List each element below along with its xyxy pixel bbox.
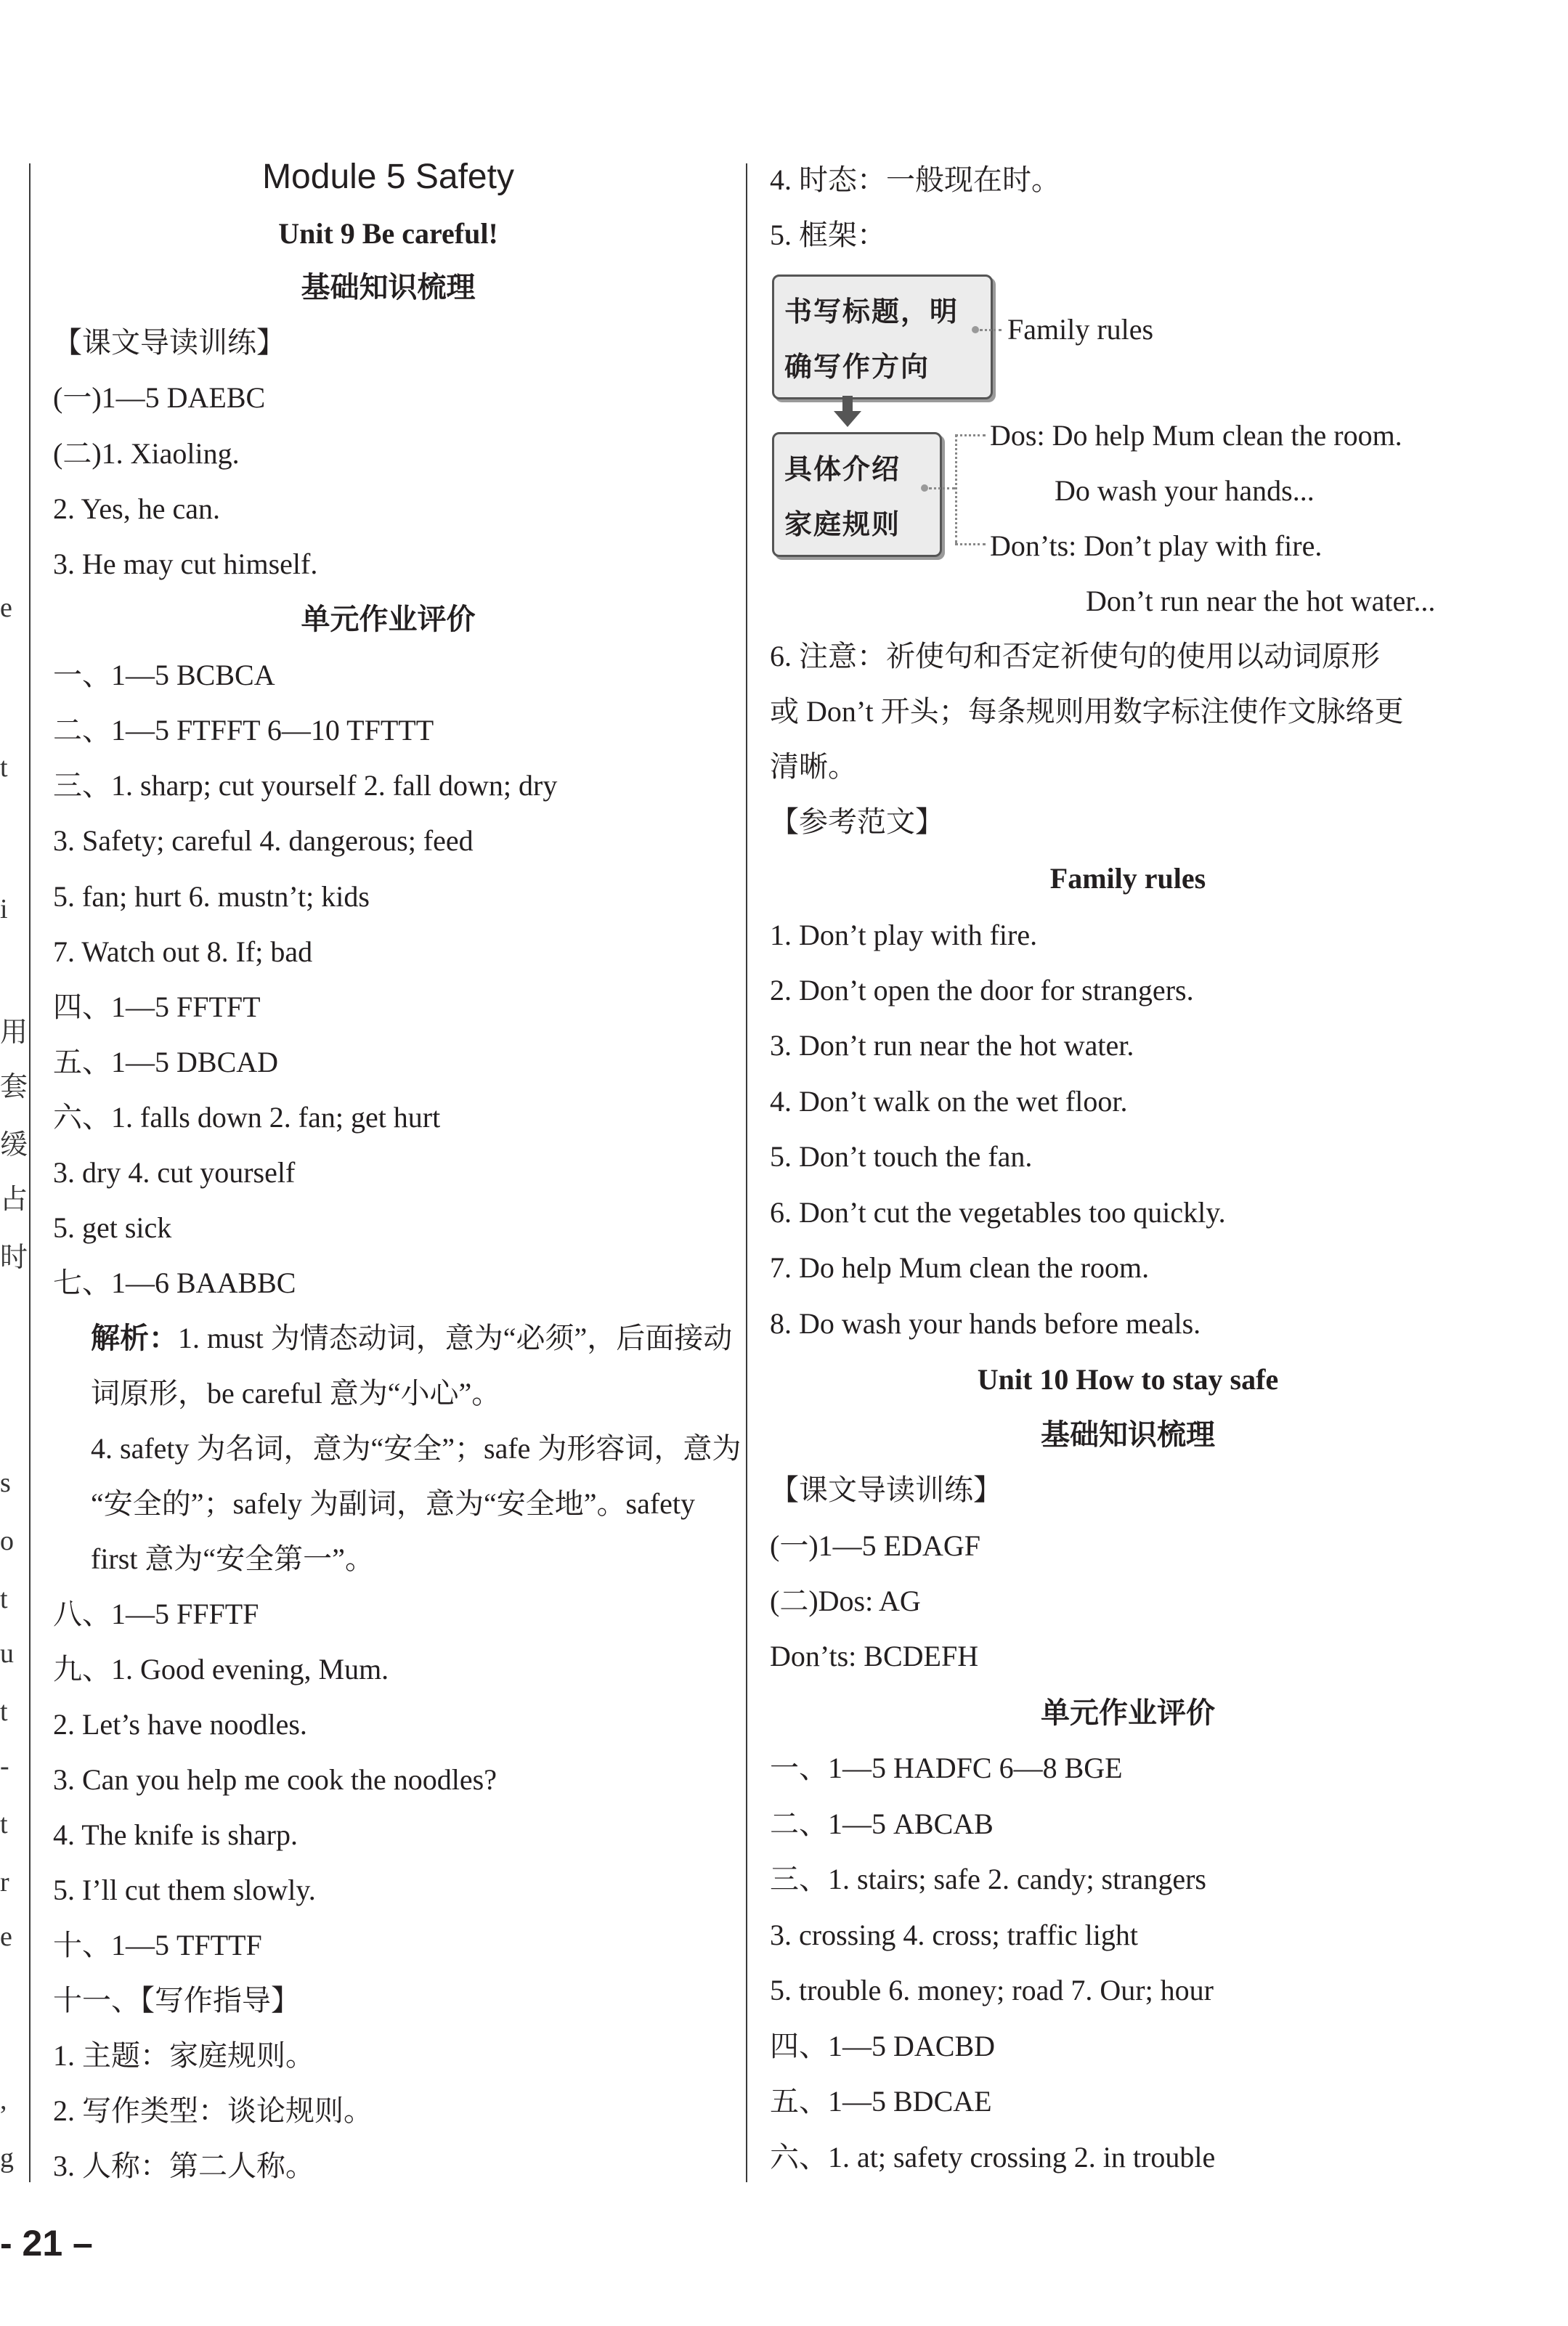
- answer-line: 清晰。: [770, 750, 857, 783]
- dos-line: Dos: Do help Mum clean the room.: [990, 419, 1402, 452]
- answer-line: 五、1—5 BDCAE: [770, 2085, 992, 2118]
- edge-fragment: e: [0, 1922, 12, 1952]
- answer-line: 三、1. stairs; safe 2. candy; strangers: [770, 1863, 1206, 1895]
- edge-fragment: 缓: [0, 1130, 28, 1160]
- module-title: Module 5 Safety: [262, 158, 514, 196]
- edge-fragment: -: [0, 1751, 9, 1781]
- framework-label: Family rules: [1007, 313, 1154, 346]
- section-label: 【课文导读训练】: [770, 1473, 1002, 1506]
- edge-fragment: t: [0, 1696, 8, 1727]
- essay-line: 6. Don’t cut the vegetables too quickly.: [770, 1196, 1226, 1229]
- answer-line: 2. Let’s have noodles.: [53, 1708, 307, 1741]
- section-title: 基础知识梳理: [301, 271, 476, 304]
- answer-line: 6. 注意：祈使句和否定祈使句的使用以动词原形: [770, 640, 1380, 672]
- bracket-line: [955, 434, 986, 436]
- answer-line: (二)1. Xiaoling.: [53, 437, 240, 470]
- analysis-line: [91, 1324, 732, 1353]
- answer-line: 或 Don’t 开头；每条规则用数字标注使作文脉络更: [770, 695, 1404, 728]
- answer-line: 四、1—5 FFTFT: [53, 991, 261, 1023]
- unit-title: Unit 9 Be careful!: [278, 217, 498, 250]
- answer-line: 三、1. sharp; cut yourself 2. fall down; dry: [53, 769, 558, 802]
- answer-line: 九、1. Good evening, Mum.: [53, 1653, 389, 1685]
- section-label: 【课文导读训练】: [53, 326, 285, 359]
- answer-line: 3. He may cut himself.: [53, 548, 318, 580]
- answer-line: 2. 写作类型：谈论规则。: [53, 2094, 373, 2127]
- section-label: 【参考范文】: [770, 805, 944, 838]
- column-divider: [746, 163, 747, 2182]
- dos-line: Do wash your hands...: [1055, 474, 1315, 507]
- box-text: 确写作方向: [784, 351, 930, 383]
- left-margin-rule: [29, 163, 31, 2182]
- edge-fragment: t: [0, 1584, 8, 1614]
- connector-dot: [972, 326, 979, 333]
- unit-title: Unit 10 How to stay safe: [977, 1363, 1279, 1396]
- answer-line: 3. 人称：第二人称。: [53, 2150, 314, 2182]
- answer-line: 5. trouble 6. money; road 7. Our; hour: [770, 1974, 1214, 2006]
- analysis-line: first 意为“安全第一”。: [91, 1542, 374, 1575]
- analysis-text: 1. must 为情态动词，意为“必须”，后面接动: [178, 1322, 733, 1354]
- essay-line: 5. Don’t touch the fan.: [770, 1140, 1033, 1173]
- bracket-line: [955, 434, 957, 543]
- answer-line: 5. get sick: [53, 1211, 172, 1244]
- edge-fragment: 占: [0, 1184, 28, 1215]
- edge-fragment: ,: [0, 2085, 7, 2115]
- answer-line: 4. The knife is sharp.: [53, 1818, 298, 1851]
- edge-fragment: 时: [0, 1243, 28, 1273]
- essay-line: 2. Don’t open the door for strangers.: [770, 974, 1194, 1007]
- edge-fragment: 套: [0, 1072, 28, 1102]
- answer-line: 一、1—5 HADFC 6—8 BGE: [770, 1752, 1123, 1784]
- essay-line: 4. Don’t walk on the wet floor.: [770, 1085, 1128, 1118]
- edge-fragment: u: [0, 1638, 14, 1669]
- answer-line: 一、1—5 BCBCA: [53, 659, 275, 691]
- analysis-line: 4. safety 为名词，意为“安全”；safe 为形容词，意为: [91, 1432, 742, 1465]
- answer-line: (一)1—5 EDAGF: [770, 1529, 980, 1562]
- donts-line: Don’ts: Don’t play with fire.: [990, 529, 1323, 562]
- edge-fragment: t: [0, 1809, 8, 1839]
- analysis-line: 词原形，be careful 意为“小心”。: [91, 1377, 501, 1410]
- analysis-line: “安全的”；safely 为副词，意为“安全地”。safety: [91, 1487, 696, 1520]
- answer-line: 3. dry 4. cut yourself: [53, 1156, 296, 1189]
- section-title: 基础知识梳理: [1041, 1418, 1215, 1452]
- answer-line: 六、1. falls down 2. fan; get hurt: [53, 1101, 441, 1134]
- edge-fragment: e: [0, 593, 12, 623]
- answer-line: (一)1—5 DAEBC: [53, 381, 266, 414]
- framework-box-rules: [772, 432, 942, 557]
- edge-fragment: i: [0, 894, 8, 924]
- page-number: - 21 –: [0, 2223, 93, 2264]
- answer-line: 3. Can you help me cook the noodles?: [53, 1763, 497, 1796]
- box-text: 具体介绍: [784, 453, 901, 485]
- connector-dot: [921, 484, 928, 492]
- edge-fragment: s: [0, 1468, 11, 1498]
- section-title: 单元作业评价: [301, 603, 476, 636]
- edge-fragment: t: [0, 752, 8, 783]
- section-title: 单元作业评价: [1041, 1696, 1215, 1730]
- down-arrow-icon: [842, 396, 853, 412]
- answer-line: 3. Safety; careful 4. dangerous; feed: [53, 824, 474, 857]
- bracket-line: [955, 543, 986, 545]
- donts-line: Don’t run near the hot water...: [1086, 585, 1436, 617]
- answer-line: 十、1—5 TFTTF: [53, 1929, 262, 1961]
- answer-line: Don’ts: BCDEFH: [770, 1640, 979, 1672]
- box-text: 书写标题，明: [784, 296, 959, 328]
- answer-line: (二)Dos: AG: [770, 1585, 921, 1617]
- answer-line: 5. fan; hurt 6. mustn’t; kids: [53, 880, 370, 913]
- answer-line: 四、1—5 DACBD: [770, 2030, 996, 2062]
- answer-line: 七、1—6 BAABBC: [53, 1266, 296, 1299]
- answer-line: 5. 框架：: [770, 219, 886, 251]
- edge-fragment: 用: [0, 1017, 28, 1048]
- answer-line: 7. Watch out 8. If; bad: [53, 935, 313, 968]
- box-text: 家庭规则: [784, 508, 901, 540]
- answer-line: 2. Yes, he can.: [53, 492, 220, 525]
- edge-fragment: o: [0, 1526, 14, 1556]
- essay-title: Family rules: [1049, 862, 1206, 895]
- answer-line: 十一、【写作指导】: [53, 1984, 300, 2017]
- answer-line: 1. 主题：家庭规则。: [53, 2039, 314, 2072]
- answer-line: 3. crossing 4. cross; traffic light: [770, 1919, 1138, 1951]
- connector-line: [929, 487, 955, 489]
- answer-line: 八、1—5 FFFTF: [53, 1598, 259, 1630]
- essay-line: 7. Do help Mum clean the room.: [770, 1251, 1150, 1284]
- essay-line: 3. Don’t run near the hot water.: [770, 1029, 1134, 1062]
- essay-line: 1. Don’t play with fire.: [770, 919, 1038, 951]
- answer-line: 5. I’ll cut them slowly.: [53, 1874, 316, 1906]
- analysis-label: 解析：: [91, 1322, 178, 1354]
- down-arrow-icon: [834, 411, 861, 427]
- answer-line: 五、1—5 DBCAD: [53, 1046, 279, 1078]
- connector-line: [980, 329, 1002, 331]
- edge-fragment: r: [0, 1867, 9, 1898]
- framework-box-title: [772, 275, 993, 399]
- answer-line: 六、1. at; safety crossing 2. in trouble: [770, 2141, 1216, 2173]
- essay-line: 8. Do wash your hands before meals.: [770, 1307, 1201, 1340]
- answer-line: 二、1—5 ABCAB: [770, 1807, 994, 1840]
- answer-line: 二、1—5 FTFFT 6—10 TFTTT: [53, 714, 434, 747]
- answer-line: 4. 时态：一般现在时。: [770, 163, 1060, 196]
- edge-fragment: g: [0, 2143, 14, 2173]
